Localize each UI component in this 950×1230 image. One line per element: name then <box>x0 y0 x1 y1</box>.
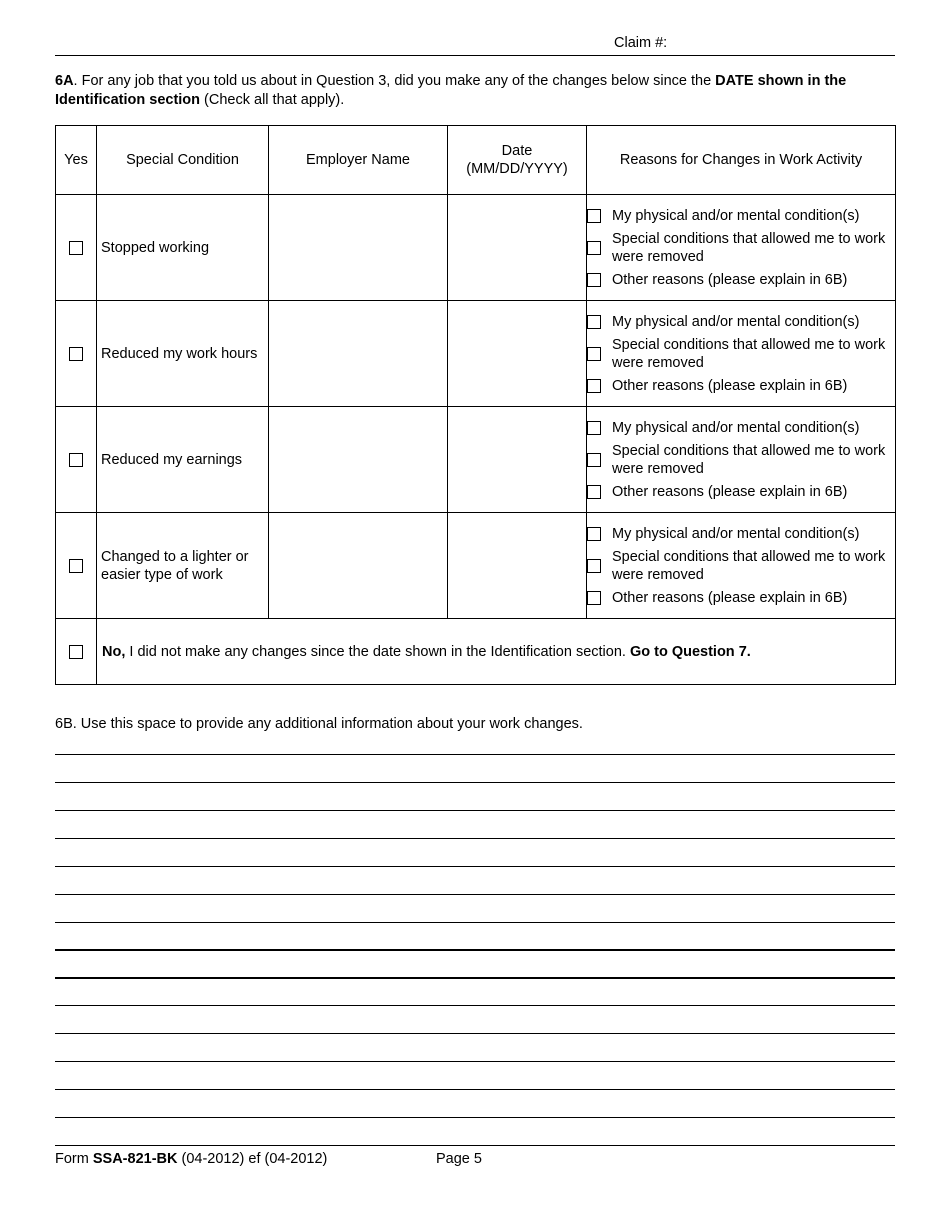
writing-line <box>55 754 895 755</box>
reason-option <box>587 313 895 331</box>
table-header-row <box>56 126 896 195</box>
writing-line <box>55 894 895 895</box>
yes-cell <box>56 513 97 619</box>
writing-line <box>55 866 895 867</box>
employer-name-field[interactable] <box>269 195 448 301</box>
work-changes-table <box>55 125 896 685</box>
col-header-date <box>448 126 587 195</box>
yes-cell <box>56 301 97 407</box>
reason-label: My physical and/or mental condition(s) <box>612 525 860 542</box>
no-changes-text <box>97 619 896 685</box>
writing-line <box>55 1005 895 1006</box>
no-changes-checkbox[interactable] <box>69 645 83 659</box>
yes-cell <box>56 195 97 301</box>
reason-checkbox[interactable] <box>587 241 601 255</box>
go-to-question-7: Go to Question 7. <box>629 643 751 660</box>
writing-line <box>55 782 895 783</box>
reason-checkbox[interactable] <box>587 421 601 435</box>
reason-option <box>587 271 895 289</box>
reasons-cell <box>587 407 896 513</box>
employer-name-field[interactable] <box>269 301 448 407</box>
col-header-special-condition: Special Condition <box>97 126 269 195</box>
writing-line <box>55 838 895 839</box>
writing-line <box>55 949 895 951</box>
reasons-cell <box>587 195 896 301</box>
claim-number-label: Claim #: <box>614 35 668 51</box>
reason-option <box>587 442 895 478</box>
date-field[interactable] <box>448 301 587 407</box>
footer-form-prefix: Form <box>55 1151 93 1167</box>
question-6a-instruction: (Check all that apply). <box>200 92 345 108</box>
reason-checkbox[interactable] <box>587 315 601 329</box>
date-field[interactable] <box>448 195 587 301</box>
condition-label: Stopped working <box>97 195 269 301</box>
yes-cell <box>56 407 97 513</box>
question-6a-text: . For any job that you told us about in Question 3, did you make any of the changes below since the <box>73 73 716 89</box>
col-header-yes: Yes <box>56 126 97 195</box>
reason-label: Special conditions that allowed me to work were removed <box>612 548 886 583</box>
footer-form-id <box>55 1151 327 1167</box>
question-6a <box>55 72 895 110</box>
condition-label: Reduced my earnings <box>97 407 269 513</box>
no-cell <box>56 619 97 685</box>
question-6a-number: 6A <box>55 73 74 89</box>
question-6b: 6B. Use this space to provide any additional information about your work changes. <box>55 716 583 732</box>
condition-label: Changed to a lighter or easier type of work <box>97 513 269 619</box>
writing-line <box>55 1061 895 1062</box>
reason-option <box>587 483 895 501</box>
reason-checkbox[interactable] <box>587 379 601 393</box>
reason-checkbox[interactable] <box>587 559 601 573</box>
reason-label: Special conditions that allowed me to work were removed <box>612 442 886 477</box>
writing-line <box>55 1033 895 1034</box>
reason-option <box>587 419 895 437</box>
reason-checkbox[interactable] <box>587 209 601 223</box>
reason-checkbox[interactable] <box>587 591 601 605</box>
col-header-date-format: (MM/DD/YYYY) <box>466 161 568 177</box>
reason-option <box>587 336 895 372</box>
reason-option <box>587 548 895 584</box>
reason-checkbox[interactable] <box>587 453 601 467</box>
writing-line <box>55 977 895 979</box>
table-row <box>56 513 896 619</box>
employer-name-field[interactable] <box>269 407 448 513</box>
yes-checkbox-lighter-work[interactable] <box>69 559 83 573</box>
reasons-cell <box>587 301 896 407</box>
reason-option <box>587 230 895 266</box>
reason-checkbox[interactable] <box>587 347 601 361</box>
reason-label: My physical and/or mental condition(s) <box>612 207 860 224</box>
header-divider <box>55 55 895 56</box>
reason-label: My physical and/or mental condition(s) <box>612 313 860 330</box>
footer-page-number: Page 5 <box>436 1151 482 1167</box>
no-changes-row <box>56 619 896 685</box>
table-row <box>56 407 896 513</box>
reason-checkbox[interactable] <box>587 527 601 541</box>
writing-line <box>55 810 895 811</box>
writing-line <box>55 1089 895 1090</box>
reason-checkbox[interactable] <box>587 485 601 499</box>
reason-label: Other reasons (please explain in 6B) <box>612 377 848 394</box>
reason-label: Other reasons (please explain in 6B) <box>612 483 848 500</box>
date-field[interactable] <box>448 513 587 619</box>
no-changes-statement: I did not make any changes since the date shown in the Identification section. <box>125 643 630 660</box>
reason-label: Special conditions that allowed me to work were removed <box>612 336 886 371</box>
footer-form-number: SSA-821-BK <box>92 1151 178 1167</box>
no-changes-bold: No, <box>102 643 126 660</box>
reason-label: Other reasons (please explain in 6B) <box>612 589 848 606</box>
reason-option <box>587 377 895 395</box>
reason-option <box>587 525 895 543</box>
employer-name-field[interactable] <box>269 513 448 619</box>
reason-option <box>587 207 895 225</box>
yes-checkbox-reduced-hours[interactable] <box>69 347 83 361</box>
col-header-reasons: Reasons for Changes in Work Activity <box>587 126 896 195</box>
col-header-date-label: Date <box>501 143 533 159</box>
question-6a-bold-text: DATE shown in the Identification section <box>55 73 847 108</box>
writing-line <box>55 1117 895 1118</box>
reason-option <box>587 589 895 607</box>
writing-line <box>55 922 895 923</box>
condition-label: Reduced my work hours <box>97 301 269 407</box>
reason-label: Special conditions that allowed me to work were removed <box>612 230 886 265</box>
col-header-employer-name: Employer Name <box>269 126 448 195</box>
table-row <box>56 195 896 301</box>
reasons-cell <box>587 513 896 619</box>
date-field[interactable] <box>448 407 587 513</box>
reason-checkbox[interactable] <box>587 273 601 287</box>
reason-label: My physical and/or mental condition(s) <box>612 419 860 436</box>
footer-form-edition: (04-2012) ef (04-2012) <box>177 1151 328 1167</box>
table-row <box>56 301 896 407</box>
reason-label: Other reasons (please explain in 6B) <box>612 271 848 288</box>
writing-line <box>55 1145 895 1146</box>
yes-checkbox-stopped-working[interactable] <box>69 241 83 255</box>
yes-checkbox-reduced-earnings[interactable] <box>69 453 83 467</box>
